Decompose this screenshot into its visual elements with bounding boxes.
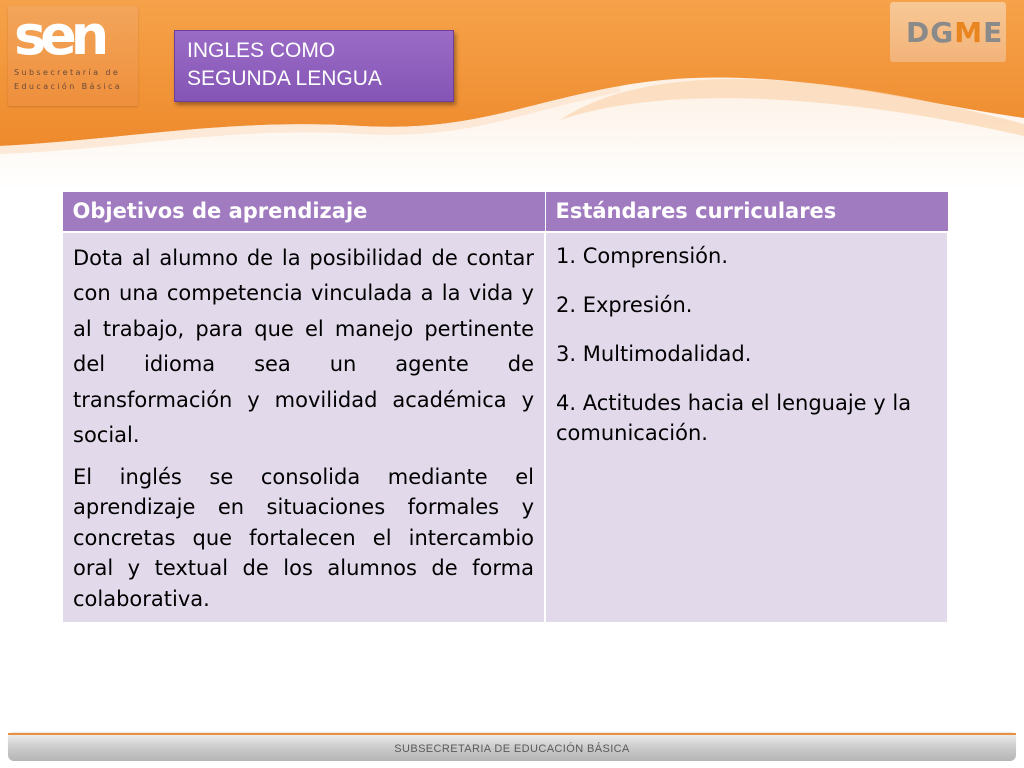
standards-cell — [545, 232, 948, 624]
sen-logo-subtitle: Subsecretaría de Educación Básica — [14, 68, 123, 91]
slide-title-line-1: INGLES COMO — [187, 39, 336, 62]
content-table — [61, 191, 949, 624]
standard-item-4: 4. Actitudes hacia el lenguaje y la comunicación. — [556, 390, 912, 445]
slide-title-line-2: SEGUNDA LENGUA — [187, 67, 382, 90]
objectives-cell — [62, 232, 545, 624]
header-background — [0, 0, 1024, 190]
objective-paragraph-2: El inglés se consolida mediante el aprendizaje en situaciones formales y concretas que fortalecen el intercambio oral y textual de los alumnos de forma colaborativa. — [73, 464, 534, 611]
standard-item-2: 2. Expresión. — [556, 292, 693, 317]
table-header-row — [62, 192, 948, 232]
standard-item-1: 1. Comprensión. — [556, 243, 729, 268]
sen-logo-mark: sen — [14, 4, 104, 67]
dgme-logo-text-m: M — [954, 16, 984, 49]
sen-logo — [8, 6, 138, 106]
objective-paragraph-1: Dota al alumno de la posibilidad de contar con una competencia vinculada a la vida y al trabajo, para que el manejo pertinente del idioma sea un agente de transformación y movilidad académica y social. — [73, 245, 534, 447]
dgme-logo-text-dg: DG — [906, 16, 955, 49]
header-objectives: Objetivos de aprendizaje — [62, 192, 545, 232]
table-row — [62, 232, 948, 624]
header-standards: Estándares curriculares — [545, 192, 948, 232]
footer-text: SUBSECRETARIA DE EDUCACIÓN BÁSICA — [394, 743, 630, 755]
dgme-logo-text-e: E — [983, 16, 1004, 49]
slide-title — [174, 30, 454, 102]
dgme-logo-text — [906, 16, 1003, 49]
dgme-logo — [890, 2, 1006, 62]
standard-item-3: 3. Multimodalidad. — [556, 341, 752, 366]
footer-accent-line — [8, 733, 1016, 735]
